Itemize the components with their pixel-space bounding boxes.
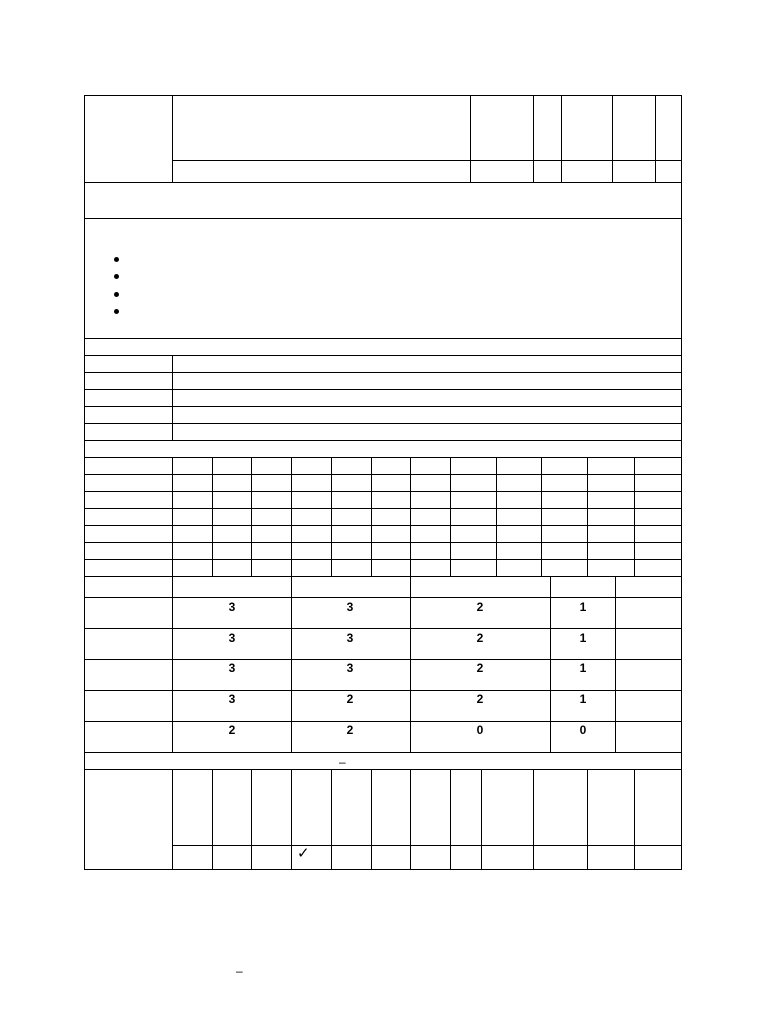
label-col-divider	[172, 355, 173, 441]
bottom-col-divider	[634, 769, 635, 870]
checkmark-icon: ✓	[297, 844, 310, 862]
mapping-row-line	[84, 597, 682, 598]
mapping-value: 2	[476, 631, 484, 645]
matrix-col-divider	[634, 457, 635, 577]
matrix-col-divider	[541, 457, 542, 577]
mapping-value: 3	[346, 661, 354, 675]
mapping-col-divider	[615, 576, 616, 753]
bottom-col-divider	[371, 769, 372, 870]
matrix-col-divider	[587, 457, 588, 577]
mapping-row-line	[84, 628, 682, 629]
row-line	[84, 355, 682, 356]
table-border-right	[681, 95, 682, 870]
list-bullet	[114, 309, 119, 314]
bottom-col-divider	[212, 769, 213, 870]
header-col-divider	[470, 95, 471, 183]
footer-mark: –	[236, 964, 243, 978]
mapping-value: 3	[228, 600, 236, 614]
header-bottom-border	[84, 182, 682, 183]
bottom-col-divider	[587, 769, 588, 870]
row-line	[84, 423, 682, 424]
list-bullet	[114, 292, 119, 297]
matrix-row-line	[84, 474, 682, 475]
bottom-col-divider	[172, 769, 173, 870]
mapping-value: 1	[579, 692, 587, 706]
mapping-value: 3	[228, 631, 236, 645]
mapping-value: 2	[346, 692, 354, 706]
matrix-col-divider	[371, 457, 372, 577]
row-line	[84, 457, 682, 458]
section-divider	[84, 338, 682, 339]
mapping-row-line	[84, 659, 682, 660]
bottom-col-divider	[533, 769, 534, 870]
matrix-col-divider	[251, 457, 252, 577]
mapping-value: 1	[579, 661, 587, 675]
mapping-value: 0	[476, 723, 484, 737]
matrix-col-divider	[496, 457, 497, 577]
mapping-value: 3	[228, 661, 236, 675]
row-line	[84, 372, 682, 373]
header-col-divider	[612, 95, 613, 183]
matrix-row-line	[84, 559, 682, 560]
separator-mark: –	[339, 755, 346, 769]
section-divider	[84, 769, 682, 770]
mapping-value: 2	[476, 600, 484, 614]
matrix-col-divider	[410, 457, 411, 577]
row-line	[84, 440, 682, 441]
mapping-value: 3	[346, 600, 354, 614]
mapping-value: 3	[346, 631, 354, 645]
header-inner-line	[172, 160, 682, 161]
matrix-col-divider	[331, 457, 332, 577]
mapping-value: 2	[228, 723, 236, 737]
mapping-value: 2	[346, 723, 354, 737]
table-border-left	[84, 95, 85, 870]
bottom-col-divider	[331, 769, 332, 870]
header-top-border	[84, 95, 682, 96]
mapping-row-line	[84, 752, 682, 753]
matrix-row-line	[84, 508, 682, 509]
mapping-col-divider	[410, 576, 411, 753]
table-bottom-border	[84, 869, 682, 870]
bottom-col-divider	[450, 769, 451, 870]
bottom-col-divider	[251, 769, 252, 870]
matrix-col-divider	[450, 457, 451, 577]
bottom-col-divider	[410, 769, 411, 870]
matrix-row-line	[84, 542, 682, 543]
mapping-value: 3	[228, 692, 236, 706]
section-divider	[84, 218, 682, 219]
mapping-row-line	[84, 721, 682, 722]
mapping-col-divider	[550, 576, 551, 753]
row-line	[84, 406, 682, 407]
bottom-inner-line	[172, 845, 682, 846]
bottom-col-divider	[291, 769, 292, 870]
header-col-divider	[561, 95, 562, 183]
matrix-col-divider	[172, 457, 173, 577]
mapping-value: 1	[579, 600, 587, 614]
mapping-value: 1	[579, 631, 587, 645]
list-bullet	[114, 274, 119, 279]
header-col-divider	[533, 95, 534, 183]
mapping-value: 2	[476, 692, 484, 706]
mapping-value: 2	[476, 661, 484, 675]
matrix-row-line	[84, 576, 682, 577]
mapping-col-divider	[291, 576, 292, 753]
matrix-row-line	[84, 525, 682, 526]
row-line	[84, 389, 682, 390]
bottom-col-divider	[481, 769, 482, 870]
list-bullet	[114, 257, 119, 262]
mapping-col-divider	[172, 576, 173, 753]
matrix-row-line	[84, 491, 682, 492]
mapping-row-line	[84, 690, 682, 691]
matrix-col-divider	[291, 457, 292, 577]
header-col-divider	[172, 95, 173, 183]
header-col-divider	[655, 95, 656, 183]
mapping-value: 0	[579, 723, 587, 737]
matrix-col-divider	[212, 457, 213, 577]
